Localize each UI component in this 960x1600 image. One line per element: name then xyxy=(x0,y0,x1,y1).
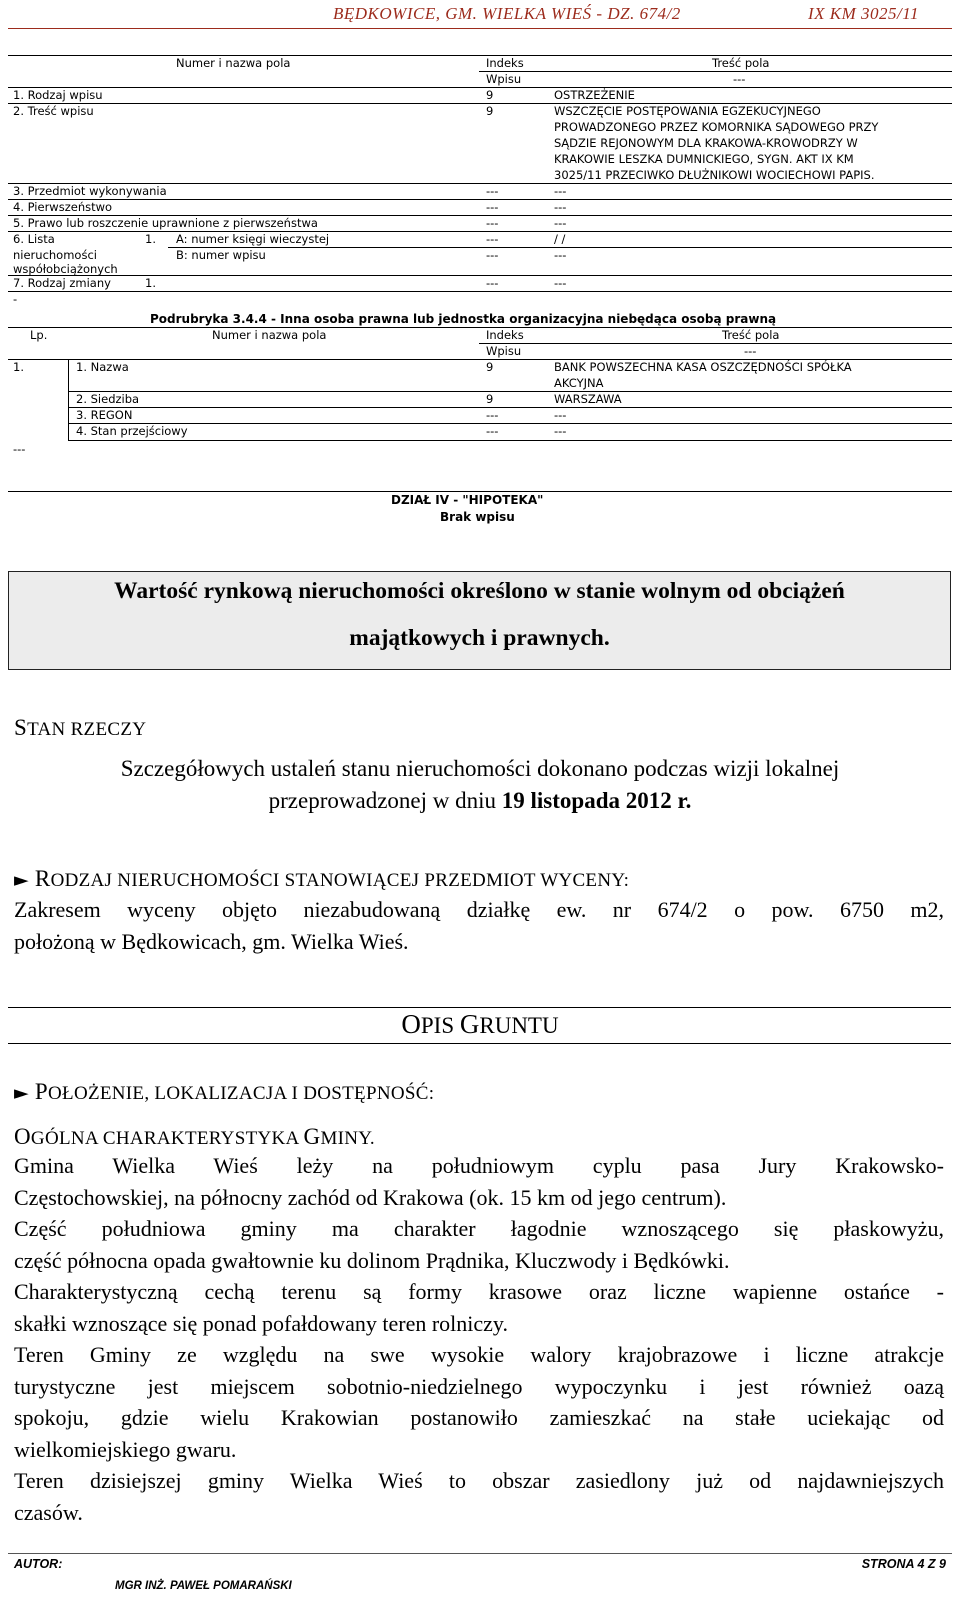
row1-value: OSTRZEŻENIE xyxy=(554,88,635,102)
footer-author-name: MGR INŻ. PAWEŁ POMARAŃSKI xyxy=(115,1580,292,1592)
footer-rule xyxy=(8,1553,952,1554)
section-heading-stan: STAN RZECZY xyxy=(14,715,147,740)
lp-dashes: --- xyxy=(13,442,26,456)
r1-index: 9 xyxy=(486,360,494,374)
market-value-line-1: Wartość rynkową nieruchomości określono w stanie wolnym od obciążeń xyxy=(114,578,845,604)
r3-index: --- xyxy=(486,408,499,422)
col-header-wpisu-2: Wpisu xyxy=(486,344,522,358)
col-header-dashes: --- xyxy=(733,72,746,86)
row6a-index: --- xyxy=(486,232,499,246)
market-value-line-2: majątkowych i prawnych. xyxy=(349,625,610,651)
row6a-label: A: numer księgi wieczystej xyxy=(176,232,330,246)
row2-value-1: WSZCZĘCIE POSTĘPOWANIA EGZEKUCYJNEGO xyxy=(554,104,821,118)
body-line-4: część północna opada gwałtownie ku dolinom Prądnika, Kluczwody i Będkówki. xyxy=(14,1247,730,1273)
row4-name: 4. Pierwszeństwo xyxy=(13,200,113,214)
col-header-lp: Lp. xyxy=(30,328,48,342)
dzial-title: DZIAŁ IV - "HIPOTEKA" xyxy=(391,493,544,507)
col-header-index-2: Indeks xyxy=(486,328,524,342)
header-rule xyxy=(8,28,952,29)
body-line-5: Charakterystyczną cechą terenu są formy krasowe oraz liczne wapienne ostańce - xyxy=(14,1279,944,1304)
row4-value: --- xyxy=(554,200,567,214)
lp-1: 1. xyxy=(13,360,24,374)
row7-value: --- xyxy=(554,276,567,290)
col-header-index: Indeks xyxy=(486,56,524,70)
col-header-dashes-2: --- xyxy=(744,344,757,358)
r2-name: 2. Siedziba xyxy=(76,392,140,406)
r2-value: WARSZAWA xyxy=(554,392,622,406)
section-heading-polozenie: ► POŁOŻENIE, LOKALIZACJA I DOSTĘPNOŚĆ: xyxy=(14,1079,435,1104)
body-line-9: spokoju, gdzie wielu Krakowian postanowiło zamieszkać na stałe uciekając od xyxy=(14,1405,944,1430)
row7-index: --- xyxy=(486,276,499,290)
body-line-8: turystyczne jest miejscem sobotnio-niedzielnego wypoczynku i jest również oazą xyxy=(14,1373,944,1399)
r2-index: 9 xyxy=(486,392,494,406)
col-header-content-2: Treść pola xyxy=(722,328,780,342)
row2-index: 9 xyxy=(486,104,494,118)
header-title: BĘDKOWICE, GM. WIELKA WIEŚ - DZ. 674/2 xyxy=(333,4,681,23)
r4-value: --- xyxy=(554,424,567,438)
rodzaj-line-2: położoną w Będkowicach, gm. Wielka Wieś. xyxy=(14,928,409,954)
row6-number: 1. xyxy=(145,232,156,246)
row3-name: 3. Przedmiot wykonywania xyxy=(13,184,167,198)
row2-value-5: 3025/11 PRZECIWKO DŁUŻNIKOWI WOCIECHOWI PAPIS. xyxy=(554,168,875,182)
col-header-name: Numer i nazwa pola xyxy=(176,56,291,70)
row7-number: 1. xyxy=(145,276,156,290)
row6-name-3: współobciążonych xyxy=(13,262,118,276)
stan-line-2: przeprowadzonej w dniu 19 listopada 2012 r. xyxy=(268,788,692,813)
rodzaj-line-1: Zakresem wyceny objęto niezabudowaną działkę ew. nr 674/2 o pow. 6750 m2, xyxy=(14,897,944,922)
body-line-1: Gmina Wielka Wieś leży na południowym cyplu pasa Jury Krakowsko- xyxy=(14,1153,944,1178)
row3-index: --- xyxy=(486,184,499,198)
r1-value-1: BANK POWSZECHNA KASA OSZCZĘDNOŚCI SPÓŁKA xyxy=(554,360,852,374)
footer-author-label: AUTOR: xyxy=(14,1557,63,1571)
r4-name: 4. Stan przejściowy xyxy=(76,424,188,438)
row1-index: 9 xyxy=(486,88,494,102)
row5-name: 5. Prawo lub roszczenie uprawnione z pierwszeństwa xyxy=(13,216,318,230)
footer-page-number: STRONA 4 Z 9 xyxy=(861,1557,946,1571)
row7-name: 7. Rodzaj zmiany xyxy=(13,276,111,290)
row6-name-1: 6. Lista xyxy=(13,232,55,246)
row6-name-2: nieruchomości xyxy=(13,248,97,262)
body-line-12: czasów. xyxy=(14,1499,83,1525)
col-header-wpisu: Wpisu xyxy=(486,72,522,86)
r1-name: 1. Nazwa xyxy=(76,360,129,374)
gmina-description xyxy=(14,1150,944,1528)
dzial-sub: Brak wpisu xyxy=(440,510,515,524)
arrow-right-icon-2: ► xyxy=(14,1082,29,1104)
header-case-number: IX KM 3025/11 xyxy=(808,4,920,23)
section-heading-ogolna: OGÓLNA CHARAKTERYSTYKA GMINY. xyxy=(14,1124,375,1149)
section-heading-opis: OPIS GRUNTU xyxy=(401,1009,559,1039)
body-line-11: Teren dzisiejszej gminy Wielka Wieś to obszar zasiedlony już od najdawniejszych xyxy=(14,1468,944,1493)
stan-line-1: Szczegółowych ustaleń stanu nieruchomości dokonano podczas wizji lokalnej xyxy=(120,756,840,781)
row5-index: --- xyxy=(486,216,499,230)
row1-name: 1. Rodzaj wpisu xyxy=(13,88,103,102)
row4-index: --- xyxy=(486,200,499,214)
row2-value-4: KRAKOWIE LESZKA DUMNICKIEGO, SYGN. AKT IX KM xyxy=(554,152,854,166)
r1-value-2: AKCYJNA xyxy=(554,376,604,390)
row5-value: --- xyxy=(554,216,567,230)
row6b-label: B: numer wpisu xyxy=(176,248,266,262)
r3-value: --- xyxy=(554,408,567,422)
row2-value-2: PROWADZONEGO PRZEZ KOMORNIKA SĄDOWEGO PRZY xyxy=(554,120,879,134)
row6a-value: / / xyxy=(554,232,566,246)
body-line-2: Częstochowskiej, na północny zachód od Krakowa (ok. 15 km od jego centrum). xyxy=(14,1184,727,1210)
r3-name: 3. REGON xyxy=(76,408,133,422)
r4-index: --- xyxy=(486,424,499,438)
row6b-index: --- xyxy=(486,248,499,262)
rodzaj-paragraph xyxy=(14,894,944,957)
col-header-content: Treść pola xyxy=(712,56,770,70)
body-line-3: Część południowa gminy ma charakter łagodnie wznoszącego się płaskowyżu, xyxy=(14,1216,944,1241)
row6b-value: --- xyxy=(554,248,567,262)
body-line-10: wielkomiejskiego gwaru. xyxy=(14,1436,237,1462)
row2-name: 2. Treść wpisu xyxy=(13,104,94,118)
body-line-6: skałki wznoszące się ponad pofałdowany teren rolniczy. xyxy=(14,1310,509,1336)
col-header-name-2: Numer i nazwa pola xyxy=(212,328,327,342)
row-dash: - xyxy=(13,292,18,306)
sub-rubric-title: Podrubryka 3.4.4 - Inna osoba prawna lub jednostka organizacyjna niebędąca osobą prawną xyxy=(150,312,777,326)
body-line-7: Teren Gminy ze względu na swe wysokie walory krajobrazowe i liczne atrakcje xyxy=(14,1342,944,1367)
section-heading-rodzaj: ► RODZAJ NIERUCHOMOŚCI STANOWIĄCEJ PRZEDMIOT WYCENY: xyxy=(14,866,630,891)
arrow-right-icon: ► xyxy=(14,869,29,891)
row2-value-3: SĄDZIE REJONOWYM DLA KRAKOWA-KROWODRZY W xyxy=(554,136,858,150)
row3-value: --- xyxy=(554,184,567,198)
